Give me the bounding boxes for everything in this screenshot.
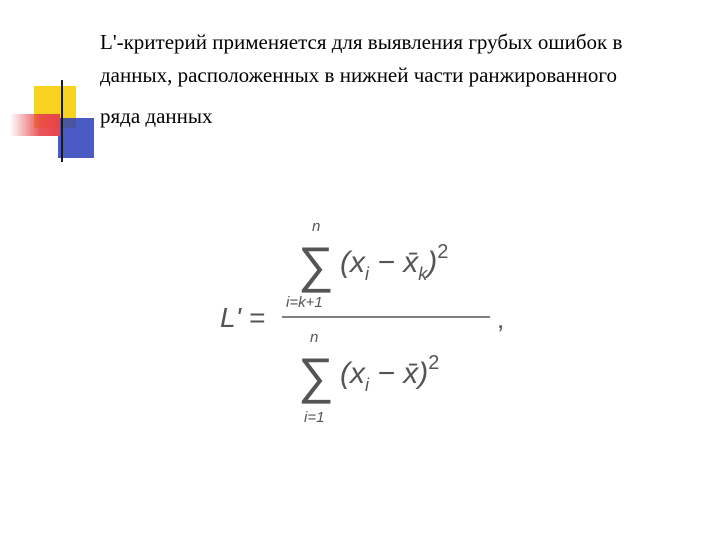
- numerator-lower-limit: i=k+1: [286, 294, 323, 311]
- heading-line-3: ряда данных: [100, 104, 213, 128]
- denominator-sum-symbol: ∑: [298, 348, 334, 404]
- denominator-expression: ($x_i$ − x̄)$^2$: [340, 352, 440, 395]
- trailing-comma: ,: [497, 304, 505, 334]
- heading-line-1: L'-критерий применяется для выявления грубых ошибок в: [100, 30, 623, 54]
- slide-heading: [100, 26, 700, 133]
- l-criterion-formula: [200, 200, 540, 440]
- denominator-lower-limit: i=1: [304, 409, 325, 426]
- heading-line-2: данных, расположенных в нижней части ранжированного: [100, 63, 617, 87]
- formula-lhs: L' =: [220, 302, 266, 333]
- blue-square: [58, 118, 94, 158]
- numerator-expression: ($x_i$ − $x̄_k)^2$: [340, 241, 449, 284]
- red-bar: [10, 114, 60, 136]
- denominator-upper-limit: n: [310, 329, 319, 346]
- numerator-upper-limit: n: [312, 218, 321, 235]
- numerator-sum-symbol: ∑: [298, 237, 334, 293]
